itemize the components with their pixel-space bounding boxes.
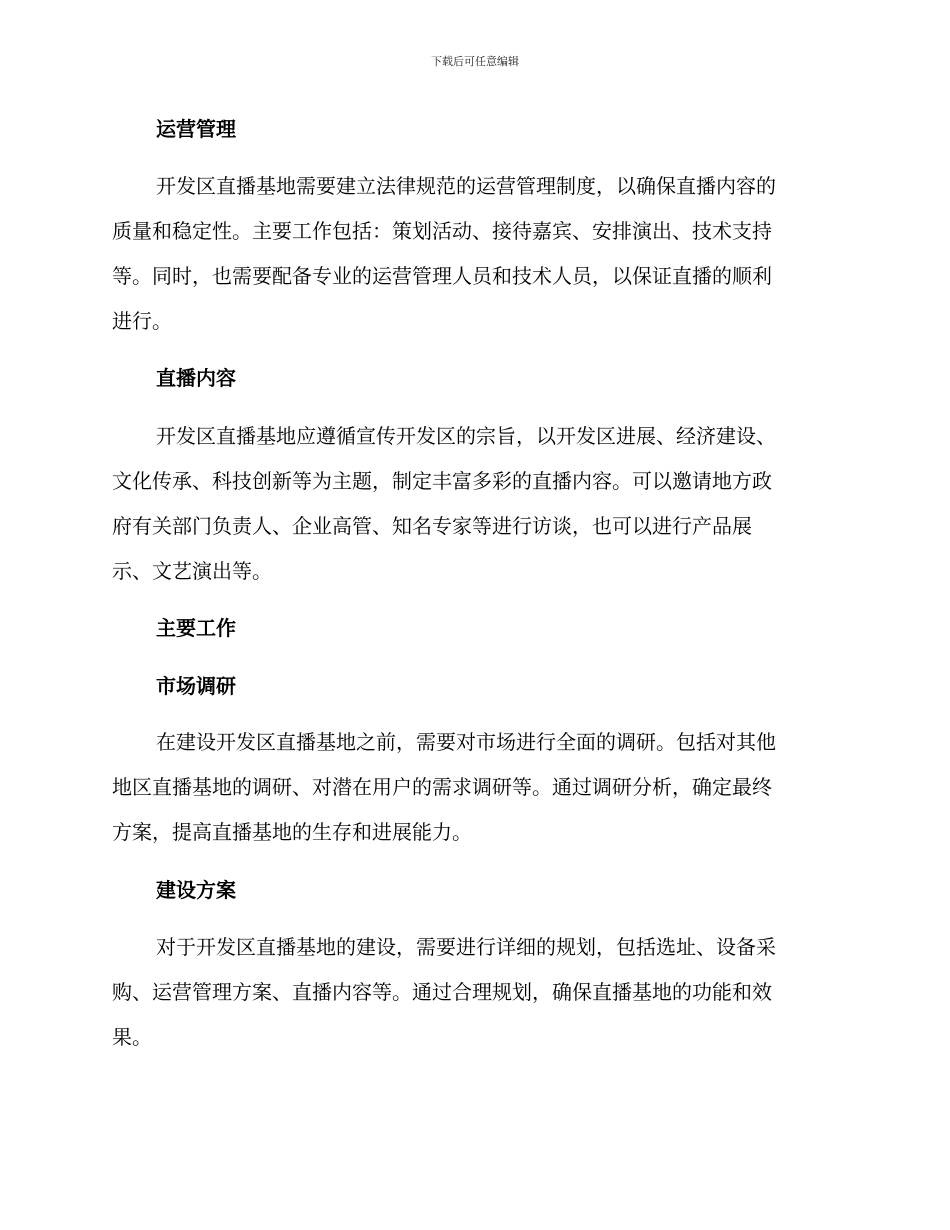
section-heading-construction-plan: 建设方案 [156,878,236,902]
paragraph-line: 进行。 [112,309,172,333]
paragraph-line: 开发区直播基地应遵循宣传开发区的宗旨，以开发区进展、经济建设、 [156,424,776,448]
section-heading-main-work: 主要工作 [156,616,236,640]
section-heading-broadcast-content: 直播内容 [156,366,236,390]
paragraph-line: 在建设开发区直播基地之前，需要对市场进行全面的调研。包括对其他 [156,730,776,754]
page-header: 下载后可任意编辑 [431,55,519,68]
section-paragraph-operations [112,164,838,344]
paragraph-line: 购、运营管理方案、直播内容等。通过合理规划，确保直播基地的功能和效 [112,980,772,1004]
section-paragraph-market-research [112,720,838,855]
paragraph-line: 果。 [112,1025,152,1049]
paragraph-line: 等。同时，也需要配备专业的运营管理人员和技术人员，以保证直播的顺利 [112,264,772,288]
paragraph-line: 示、文艺演出等。 [112,559,272,583]
section-paragraph-broadcast-content [112,414,838,594]
paragraph-line: 对于开发区直播基地的建设，需要进行详细的规划，包括选址、设备采 [156,935,776,959]
section-paragraph-construction-plan [112,925,838,1060]
paragraph-line: 质量和稳定性。主要工作包括：策划活动、接待嘉宾、安排演出、技术支持 [112,219,772,243]
paragraph-line: 府有关部门负责人、企业高管、知名专家等进行访谈，也可以进行产品展 [112,514,752,538]
paragraph-line: 文化传承、科技创新等为主题，制定丰富多彩的直播内容。可以邀请地方政 [112,469,772,493]
paragraph-line: 开发区直播基地需要建立法律规范的运营管理制度，以确保直播内容的 [156,174,776,198]
paragraph-line: 方案，提高直播基地的生存和进展能力。 [112,820,472,844]
section-heading-operations: 运营管理 [156,117,236,141]
paragraph-line: 地区直播基地的调研、对潜在用户的需求调研等。通过调研分析，确定最终 [112,775,772,799]
section-heading-market-research: 市场调研 [156,674,236,698]
